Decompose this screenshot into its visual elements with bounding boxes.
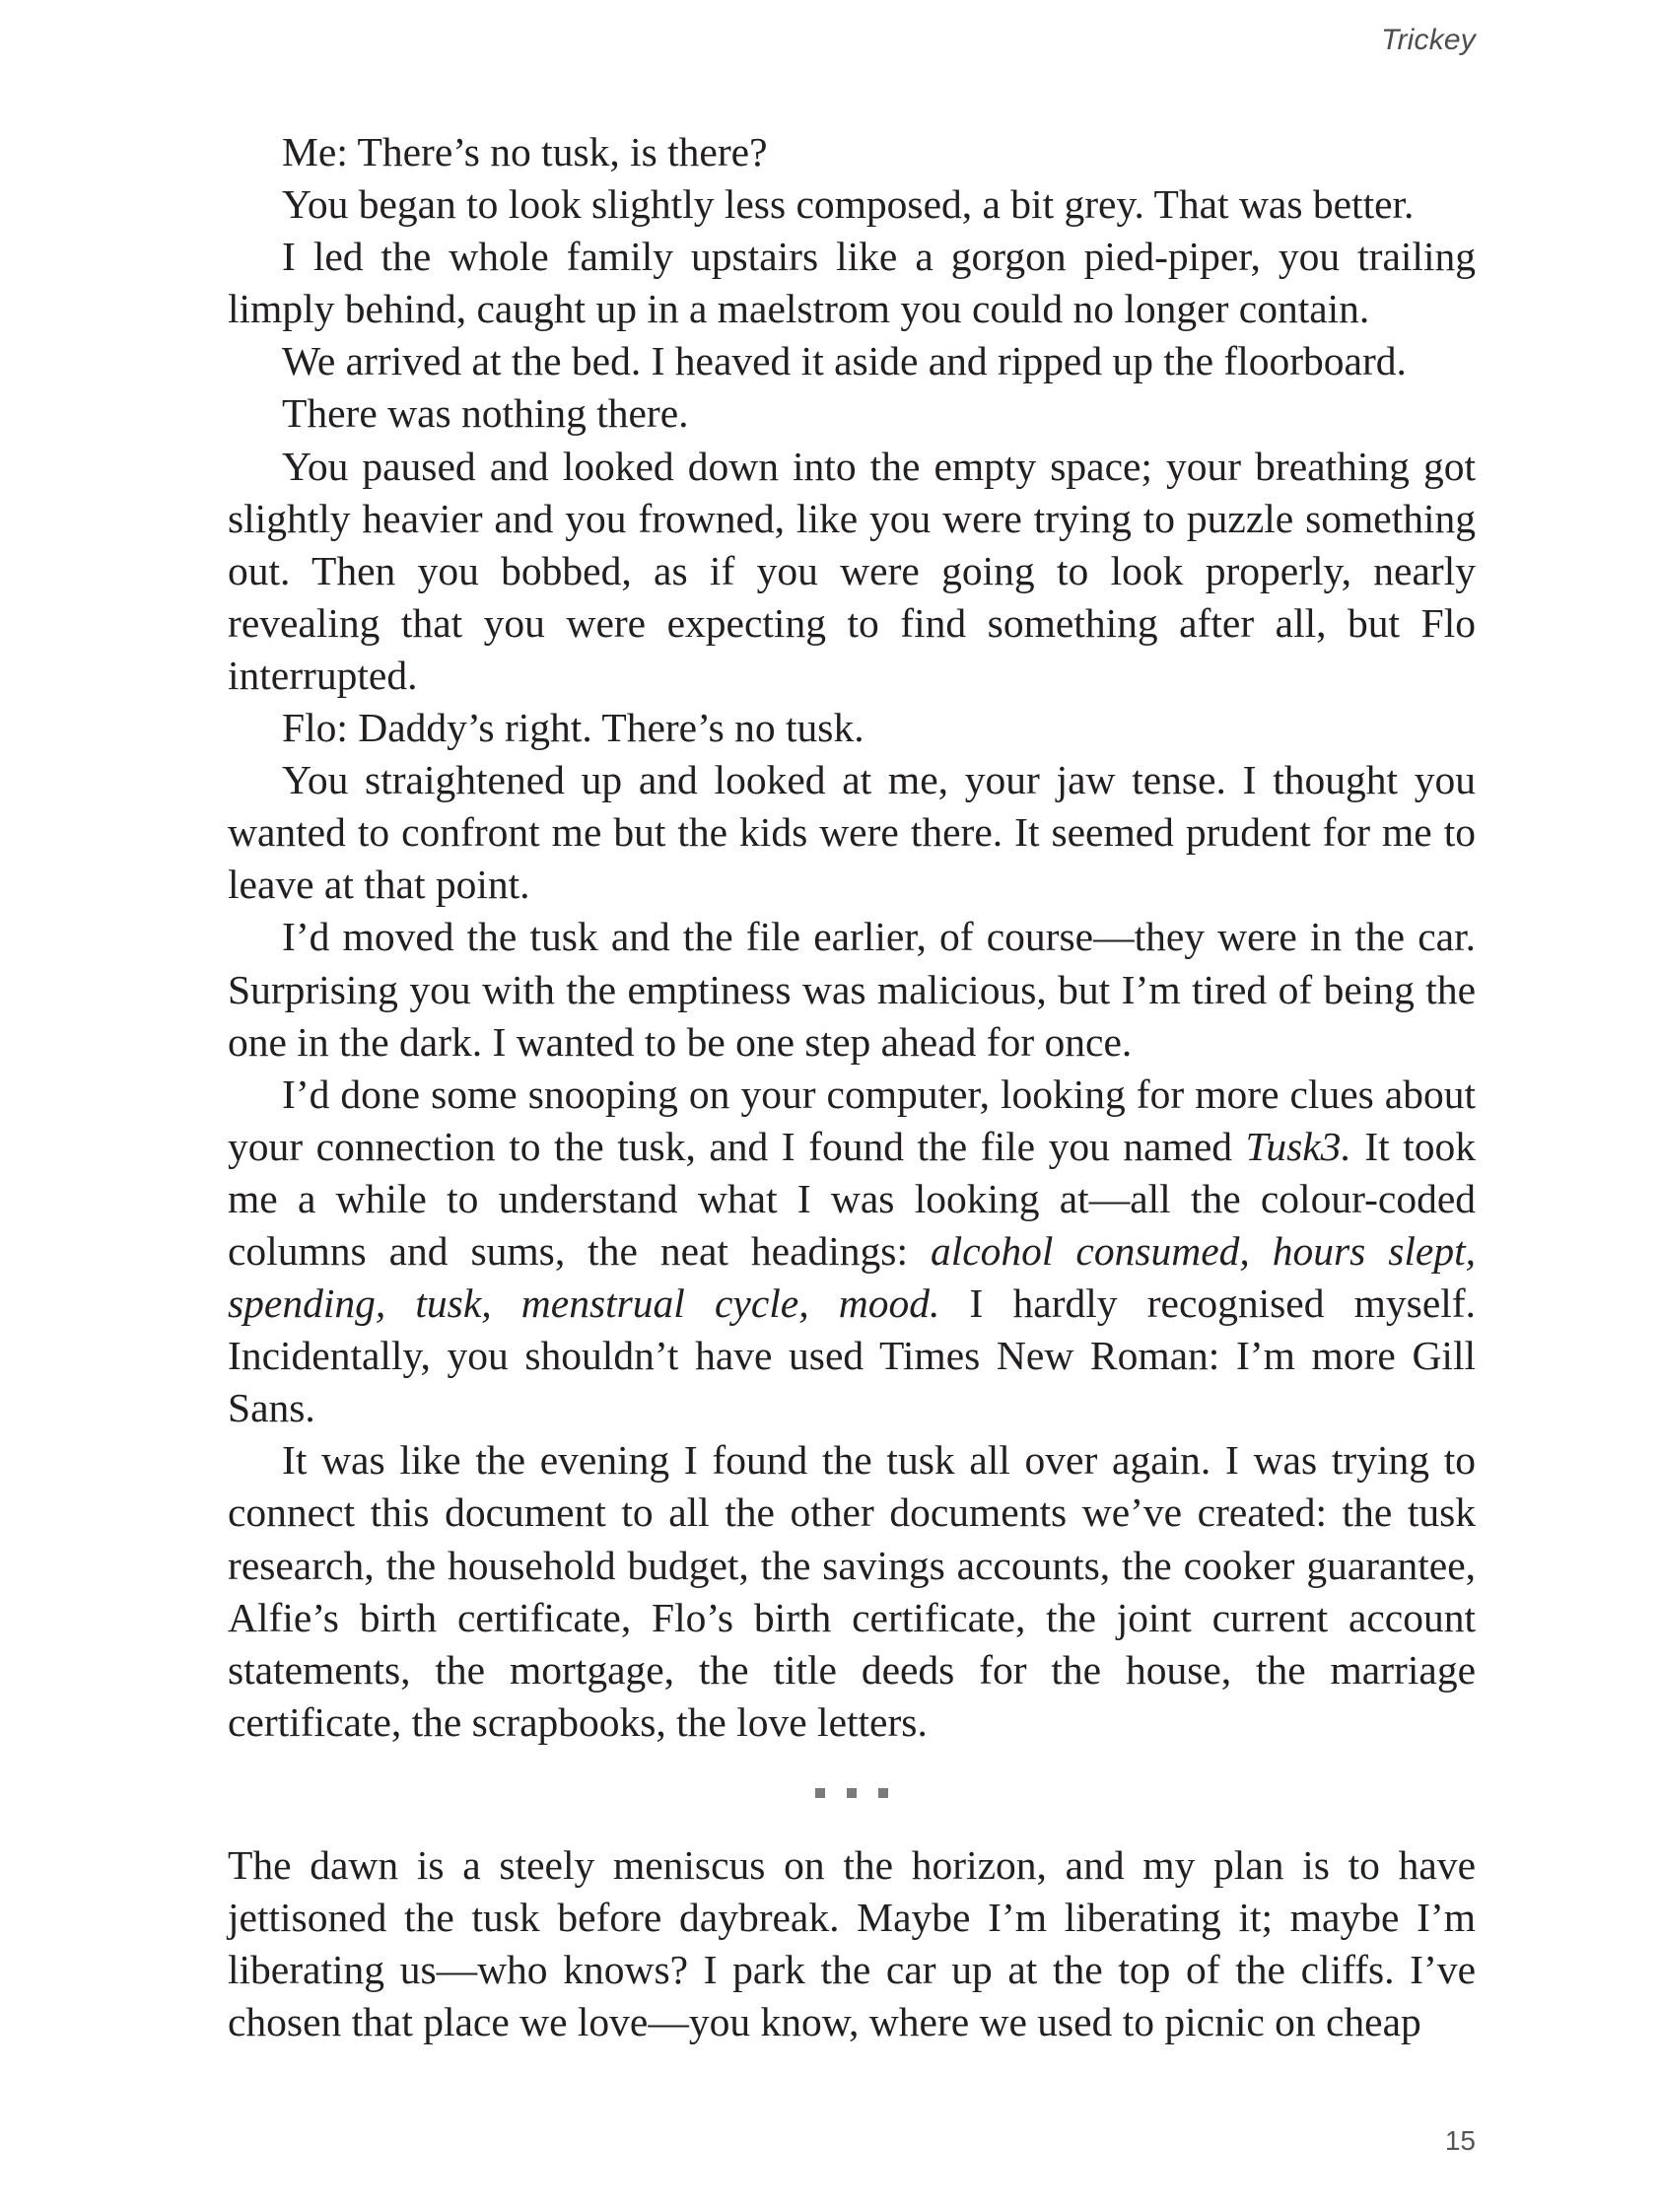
paragraph: We arrived at the bed. I heaved it aside and ripped up the floorboard. [282, 338, 1407, 384]
paragraph: I led the whole family upstairs like a gorgon pied-piper, you trailing limply behind, caught up in a maelstrom you could no longer contain. [228, 234, 1476, 332]
paragraph: You began to look slightly less composed, a bit grey. That was better. [282, 181, 1415, 228]
paragraph-text: I’d done some snooping on your computer, looking for more clues about your connection to the tusk, and I found the file you named [228, 1071, 1476, 1169]
paragraph: The dawn is a steely meniscus on the horizon, and my plan is to have jettisoned the tusk before daybreak. Maybe I’m liberating it; maybe I’m liberating us—who knows? I park the car up at the top of the cliffs. I’ve chosen that place we love—you know, where we used to picnic on cheap [228, 1841, 1476, 2045]
paragraph-text: It took me a while to understand what I was looking at—all the colour-coded columns and sums, the neat headings: [228, 1123, 1476, 1274]
ornament-square [878, 1788, 888, 1798]
paragraph-text: I hardly recognised myself. Incidentally, you shouldn’t have used Times New Roman: I’m more Gill Sans. [228, 1280, 1476, 1431]
paragraph: You paused and looked down into the empty space; your breathing got slightly heavier and you frowned, like you were trying to puzzle something out. Then you bobbed, as if you were going to look properly, nearly revealing that you were expecting to find something after all, but Flo interrupted. [228, 443, 1476, 698]
paragraph: Flo: Daddy’s right. There’s no tusk. [282, 705, 865, 751]
paragraph: There was nothing there. [282, 390, 689, 437]
running-head: Trickey [1381, 24, 1476, 56]
paragraph: I’d moved the tusk and the file earlier, of course—they were in the car. Surprising you with the emptiness was malicious, but I’m tired of being the one in the dark. I wanted to be one step ahead for once. [228, 914, 1476, 1065]
paragraph: Me: There’s no tusk, is there? [282, 129, 768, 174]
spreadsheet-headings: alcohol consumed, hours slept, spending, tusk, menstrual cycle, mood. [228, 1227, 1477, 1327]
paragraph: You straightened up and looked at me, your jaw tense. I thought you wanted to confront me but the kids were there. It seemed prudent for me to leave at that point. [228, 757, 1476, 908]
body-text [228, 126, 1476, 2048]
section-break [228, 1753, 1476, 1833]
page-number: 15 [1444, 2125, 1476, 2156]
file-name: Tusk3. [1245, 1123, 1351, 1169]
ornament-square [847, 1788, 857, 1798]
paragraph: It was like the evening I found the tusk all over again. I was trying to connect this document to all the other documents we’ve created: the tusk research, the household budget, the savings accounts, the cooker guarantee, Alfie’s birth certificate, Flo’s birth certificate, the joint current account statements, the mortgage, the title deeds for the house, the marriage certificate, the scrapbooks, the love letters. [228, 1437, 1476, 1745]
ornament-square [815, 1788, 825, 1798]
paragraph-snooping [228, 1069, 1476, 1435]
